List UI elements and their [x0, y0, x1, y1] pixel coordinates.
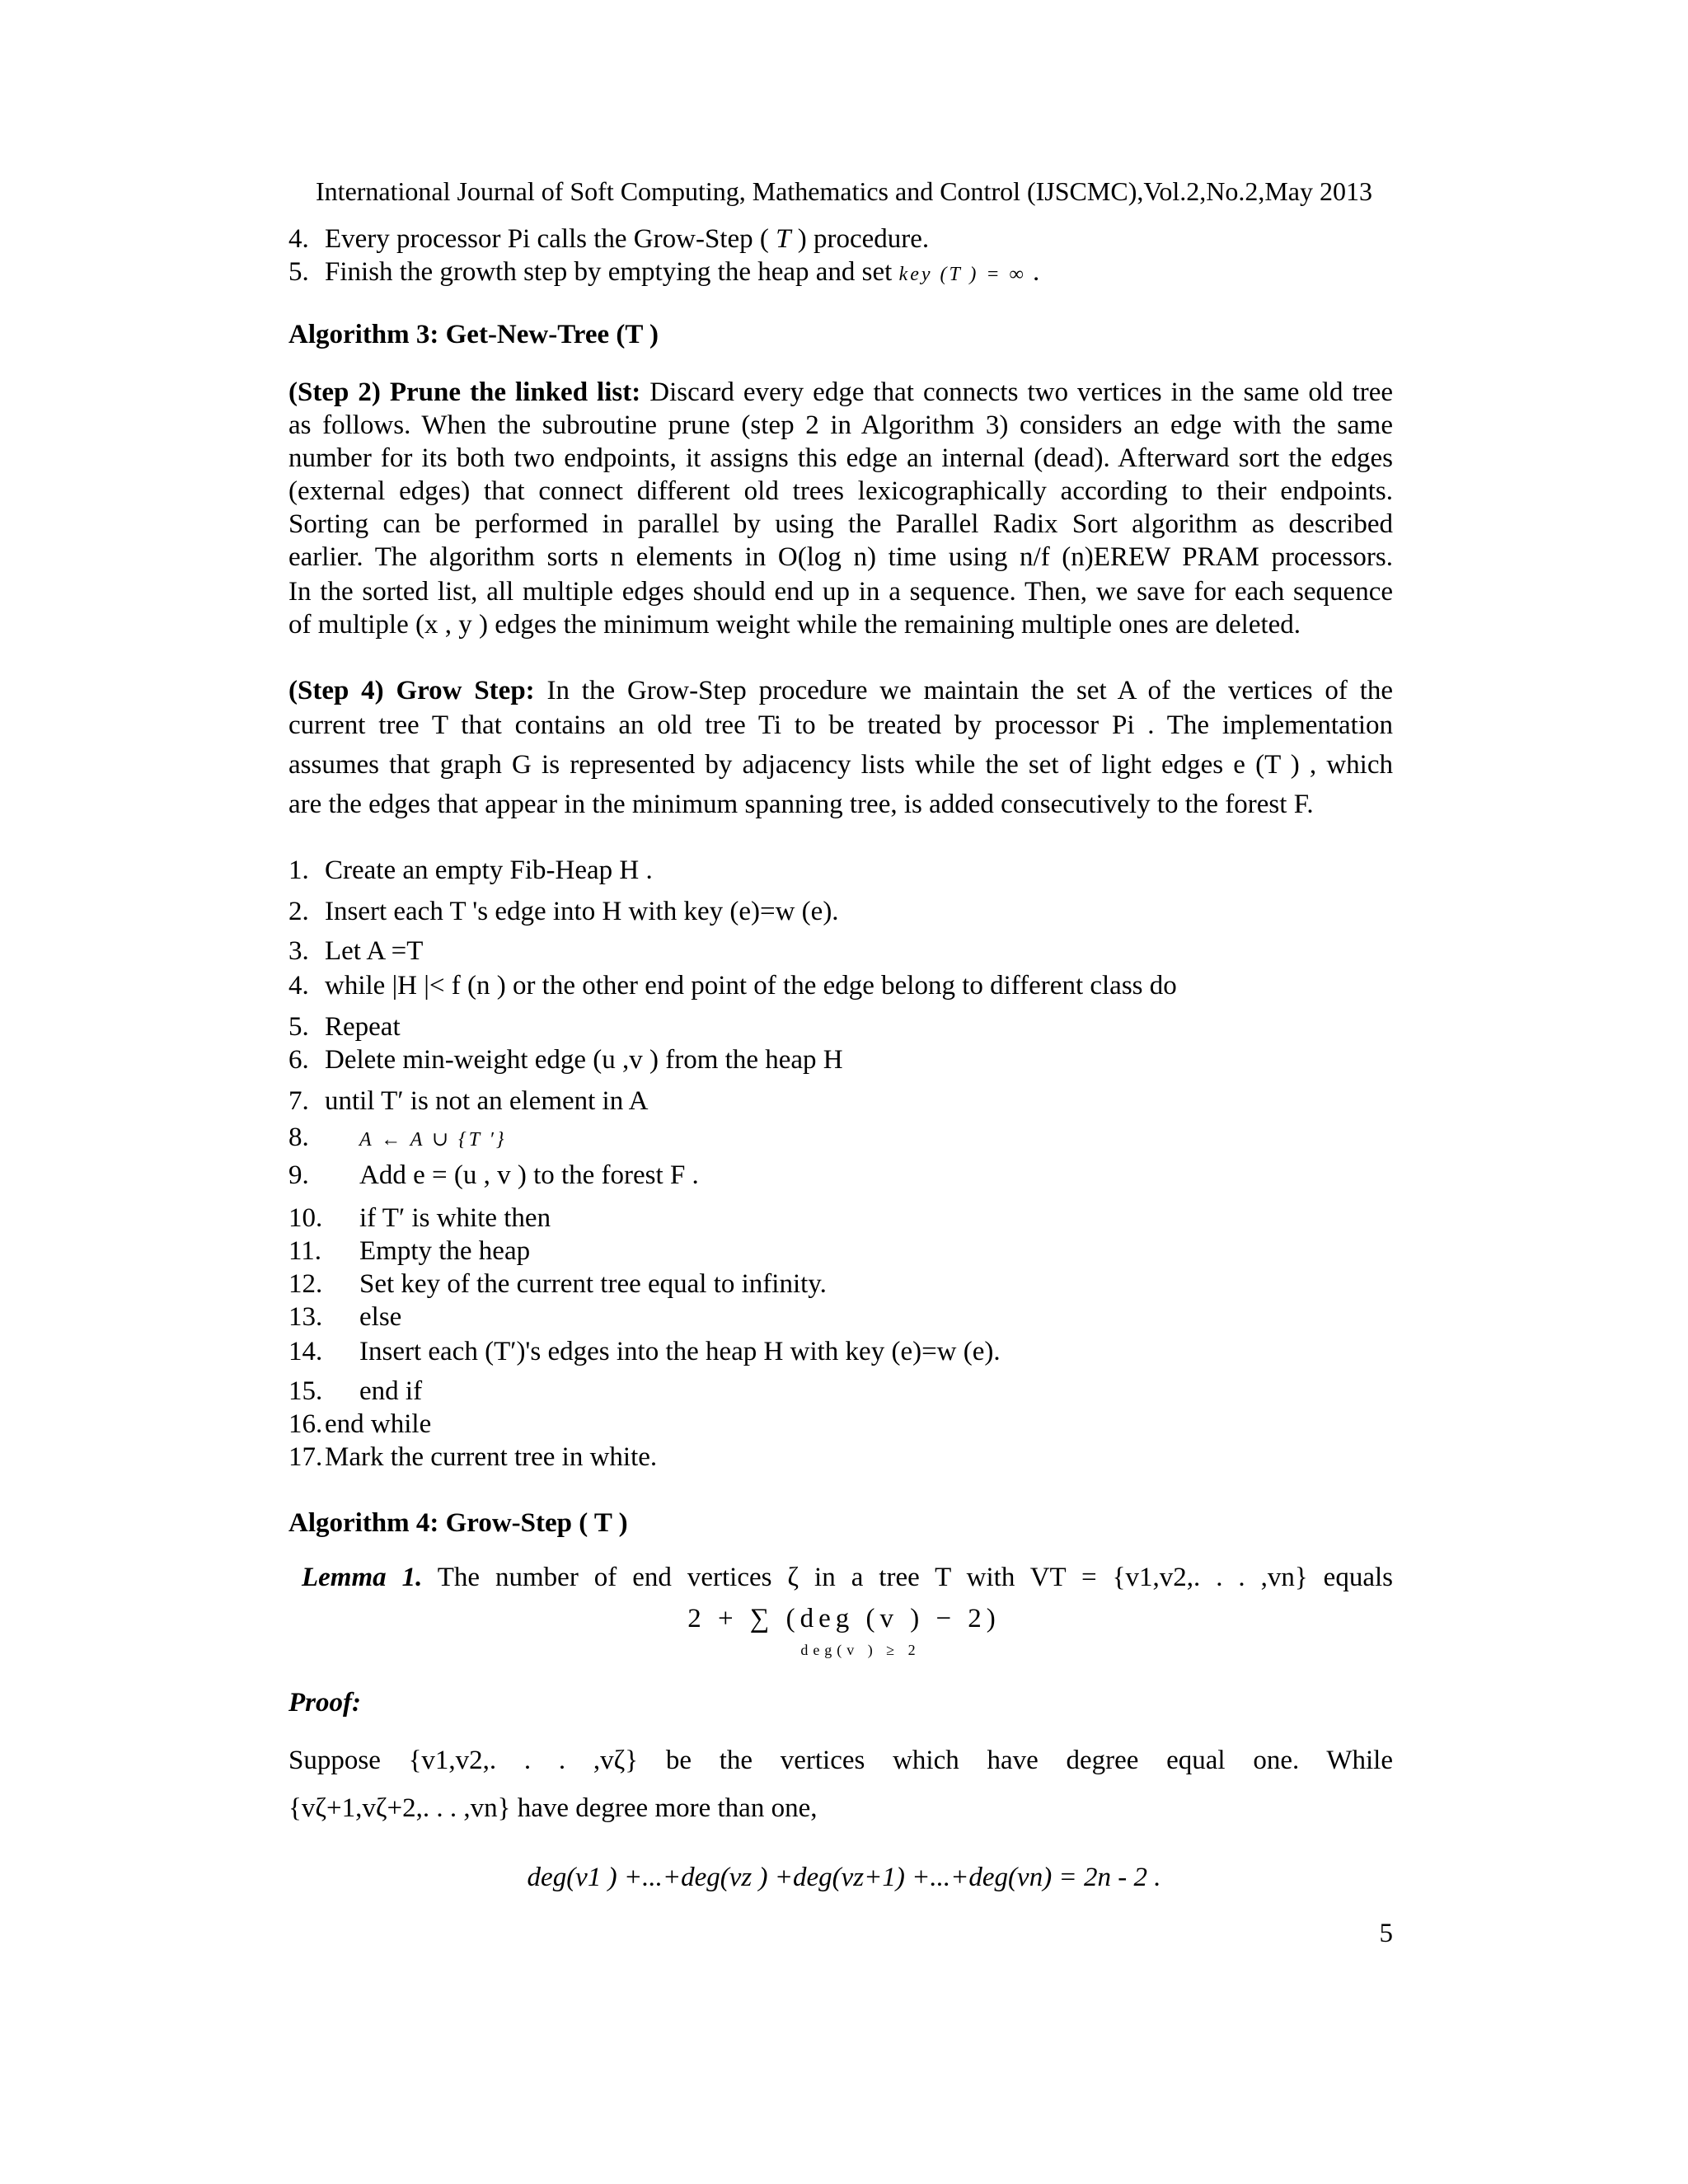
step4-line-4: are the edges that appear in the minimum spanning tree, is added consecutively to the forest F. — [288, 790, 1314, 819]
lemma-formula-subscript: deg(v ) ≥ 2 — [800, 1642, 921, 1658]
step2-line-5: Sorting can be performed in parallel by using the Parallel Radix Sort algorithm as described — [288, 509, 1393, 539]
top-list-item-4: 4. Every processor Pi calls the Grow-Step ( T ) procedure. — [288, 224, 930, 254]
step2-line-1: (Step 2) Prune the linked list: Discard every edge that connects two vertices in the same old tree — [288, 377, 1394, 407]
proof-line-2: {vζ+1,vζ+2,. . . ,vn} have degree more than one, — [288, 1793, 818, 1823]
top-list-item-5: 5. Finish the growth step by emptying the heap and set key (T ) = ∞ . — [288, 257, 1040, 287]
grow-list-item-8: 8. A ← A ∪ {T ′} — [288, 1122, 507, 1152]
grow-list-item-16: 16.end while — [288, 1409, 432, 1439]
page-number: 5 — [1379, 1919, 1393, 1948]
step4-line-2: current tree T that contains an old tree Ti to be treated by processor Pi . The implementation — [288, 710, 1393, 740]
algorithm-4-heading: Algorithm 4: Grow-Step ( T ) — [288, 1508, 628, 1538]
grow-list-item-14: 14. Insert each (T′)'s edges into the heap H with key (e)=w (e). — [288, 1337, 1001, 1366]
grow-list-item-1: 1. Create an empty Fib-Heap H . — [288, 855, 653, 885]
step2-line-2: as follows. When the subroutine prune (step 2 in Algorithm 3) considers an edge with the same — [288, 410, 1393, 440]
algorithm-3-heading: Algorithm 3: Get-New-Tree (T ) — [288, 320, 659, 349]
journal-header: International Journal of Soft Computing, Mathematics and Control (IJSCMC),Vol.2,No.2,May 2013 — [316, 176, 1372, 206]
grow-list-item-17: 17.Mark the current tree in white. — [288, 1442, 658, 1472]
step2-line-7: In the sorted list, all multiple edges should end up in a sequence. Then, we save for each sequence — [288, 577, 1393, 607]
step4-line-1: (Step 4) Grow Step: In the Grow-Step procedure we maintain the set A of the vertices of the — [288, 676, 1394, 705]
grow-list-item-9: 9. Add e = (u , v ) to the forest F . — [288, 1160, 699, 1190]
grow-list-item-5: 5. Repeat — [288, 1012, 401, 1042]
lemma-statement: Lemma 1. The number of end vertices ζ in a tree T with VT = {v1,v2,. . . ,vn} equals — [302, 1563, 1393, 1592]
step2-line-8: of multiple (x , y ) edges the minimum weight while the remaining multiple ones are deleted. — [288, 610, 1301, 640]
grow-list-item-6: 6. Delete min-weight edge (u ,v ) from the heap H — [288, 1045, 843, 1075]
step2-line-3: number for its both two endpoints, it assigns this edge an internal (dead). Afterward sort the edges — [288, 443, 1393, 473]
degree-sum-equation: deg(v1 ) +...+deg(vz ) +deg(vz+1) +...+deg(vn) = 2n - 2 . — [527, 1863, 1161, 1892]
grow-list-item-3: 3. Let A =T — [288, 936, 424, 966]
grow-list-item-15: 15. end if — [288, 1376, 423, 1406]
grow-list-item-4: 4. while |H |< f (n ) or the other end point of the edge belong to different class do — [288, 971, 1177, 1001]
proof-line-1: Suppose {v1,v2,. . . ,vζ} be the vertices which have degree equal one. While — [288, 1746, 1393, 1775]
grow-list-item-7: 7. until T′ is not an element in A — [288, 1086, 649, 1116]
grow-list-item-2: 2. Insert each T 's edge into H with key (e)=w (e). — [288, 897, 839, 926]
step2-line-6: earlier. The algorithm sorts n elements in O(log n) time using n/f (n)EREW PRAM processors. — [288, 542, 1393, 572]
grow-list-item-10: 10. if T′ is white then — [288, 1203, 551, 1233]
grow-list-item-12: 12. Set key of the current tree equal to infinity. — [288, 1269, 827, 1299]
grow-list-item-13: 13. else — [288, 1302, 402, 1332]
step2-line-4: (external edges) that connect different old trees lexicographically according to their endpoints. — [288, 476, 1393, 506]
grow-list-item-11: 11. Empty the heap — [288, 1236, 531, 1266]
lemma-formula: 2 + ∑ (deg (v ) − 2) — [687, 1604, 1001, 1633]
step4-line-3: assumes that graph G is represented by adjacency lists while the set of light edges e (T ) , which — [288, 750, 1393, 780]
proof-label: Proof: — [288, 1688, 361, 1718]
